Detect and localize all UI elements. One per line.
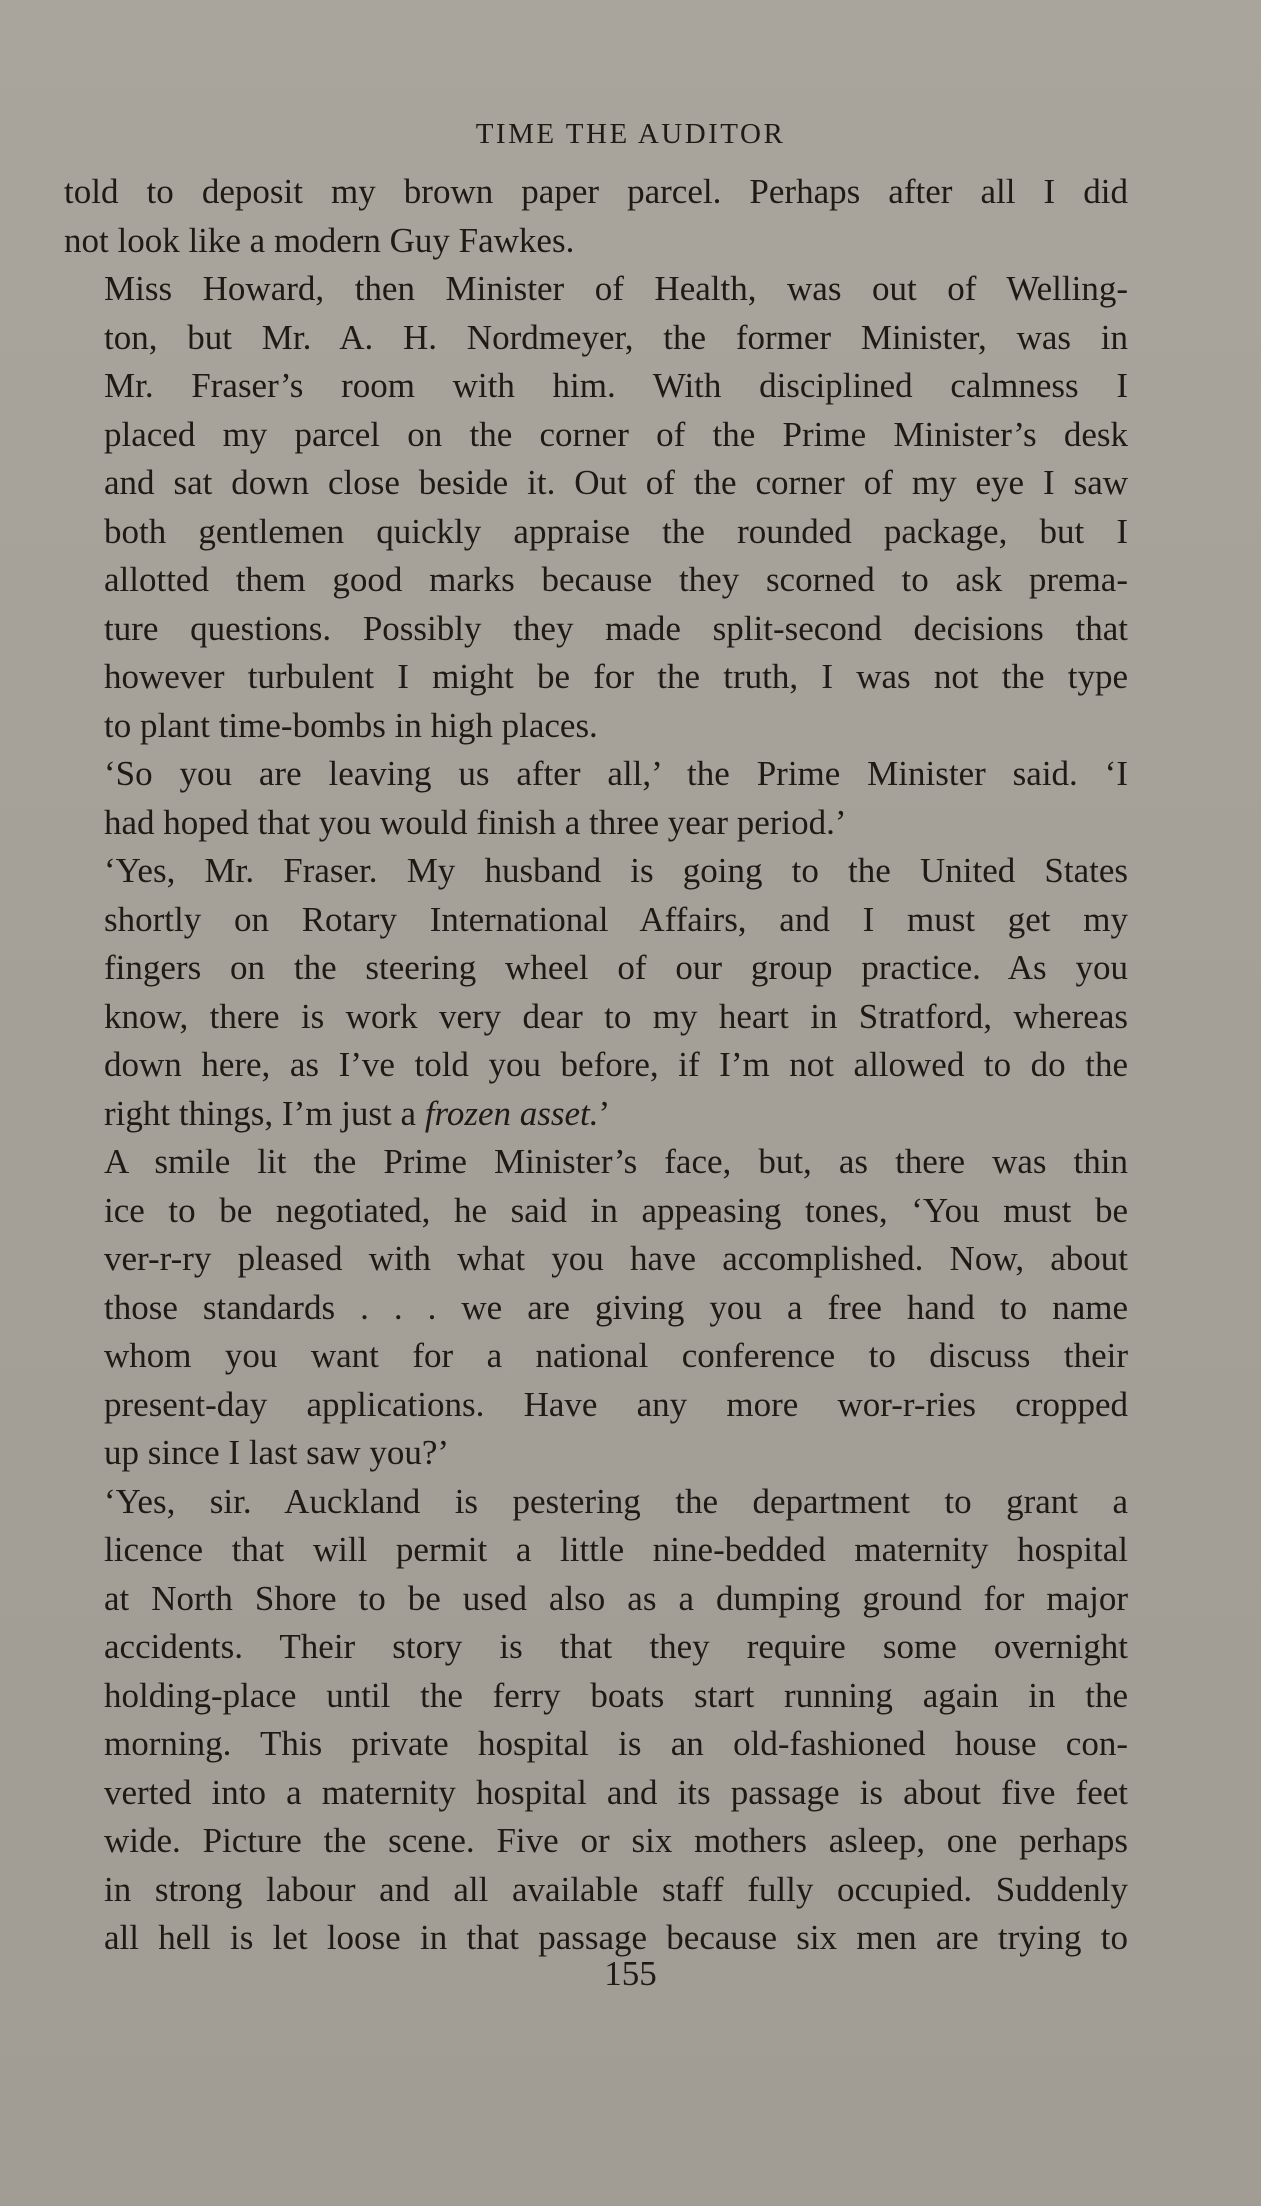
text-line: shortly on Rotary International Affairs, and I must get my <box>104 899 1128 939</box>
text-line: down here, as I’ve told you before, if I’m not allowed to do the <box>104 1045 1128 1084</box>
text-line: allotted them good marks because they scorned to ask prema- <box>104 560 1128 599</box>
text-line: those standards . . . we are giving you a free hand to name <box>104 1287 1128 1327</box>
text-line: Mr. Fraser’s room with him. With disciplined calmness I <box>104 366 1128 405</box>
text-line: ture questions. Possibly they made split-second decisions that <box>104 608 1128 648</box>
page-number: 155 <box>604 1954 657 1993</box>
text-fragment: ’ <box>598 1093 611 1133</box>
paragraph-2 <box>64 265 1128 750</box>
text-line: ‘So you are leaving us after all,’ the Prime Minister said. ‘I <box>104 754 1128 793</box>
text-line: licence that will permit a little nine-bedded maternity hospital <box>104 1530 1128 1569</box>
text-line: placed my parcel on the corner of the Prime Minister’s desk <box>104 414 1128 454</box>
text-line: however turbulent I might be for the truth, I was not the type <box>104 657 1128 696</box>
text-line: and sat down close beside it. Out of the corner of my eye I saw <box>104 463 1128 502</box>
text-line: wide. Picture the scene. Five or six mothers asleep, one perhaps <box>104 1821 1128 1860</box>
body-text <box>64 168 1128 1963</box>
text-line: up since I last saw you?’ <box>104 1433 450 1472</box>
text-line: whom you want for a national conference to discuss their <box>104 1336 1128 1375</box>
text-line: all hell is let loose in that passage because six men are trying to <box>104 1918 1128 1957</box>
italic-phrase: frozen asset. <box>424 1093 599 1133</box>
text-line: accidents. Their story is that they require some overnight <box>104 1627 1128 1666</box>
text-line: had hoped that you would finish a three year period.’ <box>104 802 847 842</box>
text-line: fingers on the steering wheel of our group practice. As you <box>104 948 1128 987</box>
paragraph-1 <box>64 168 1128 265</box>
text-fragment: right things, I’m just a <box>104 1093 425 1133</box>
running-head: TIME THE AUDITOR <box>475 118 786 150</box>
text-line: told to deposit my brown paper parcel. Perhaps after all I did <box>64 172 1128 211</box>
text-line: verted into a maternity hospital and its passage is about five feet <box>104 1772 1128 1812</box>
text-line: ton, but Mr. A. H. Nordmeyer, the former Minister, was in <box>104 317 1128 357</box>
text-line: both gentlemen quickly appraise the rounded package, but I <box>104 511 1128 551</box>
text-line: ice to be negotiated, he said in appeasing tones, ‘You must be <box>104 1190 1128 1230</box>
text-line: present-day applications. Have any more wor-r-ries cropped <box>104 1384 1128 1424</box>
text-line: not look like a modern Guy Fawkes. <box>64 220 575 260</box>
text-line: at North Shore to be used also as a dumping ground for major <box>104 1578 1128 1618</box>
text-line-final <box>64 1090 1128 1139</box>
text-line: morning. This private hospital is an old-fashioned house con- <box>104 1724 1128 1763</box>
text-line: holding-place until the ferry boats start running again in the <box>104 1675 1128 1715</box>
paragraph-4 <box>64 847 1128 1138</box>
paragraph-6 <box>64 1478 1128 1963</box>
text-line: A smile lit the Prime Minister’s face, but, as there was thin <box>104 1142 1128 1181</box>
text-line: Miss Howard, then Minister of Health, was out of Welling- <box>104 269 1128 308</box>
text-line: in strong labour and all available staff fully occupied. Suddenly <box>104 1869 1128 1909</box>
text-line: ver-r-ry pleased with what you have accomplished. Now, about <box>104 1239 1128 1278</box>
text-line: know, there is work very dear to my heart in Stratford, whereas <box>104 996 1128 1036</box>
text-line: ‘Yes, Mr. Fraser. My husband is going to the United States <box>104 851 1128 890</box>
paragraph-3 <box>64 750 1128 847</box>
text-line: ‘Yes, sir. Auckland is pestering the department to grant a <box>104 1481 1128 1521</box>
text-line: to plant time-bombs in high places. <box>104 705 598 745</box>
paragraph-5 <box>64 1138 1128 1478</box>
